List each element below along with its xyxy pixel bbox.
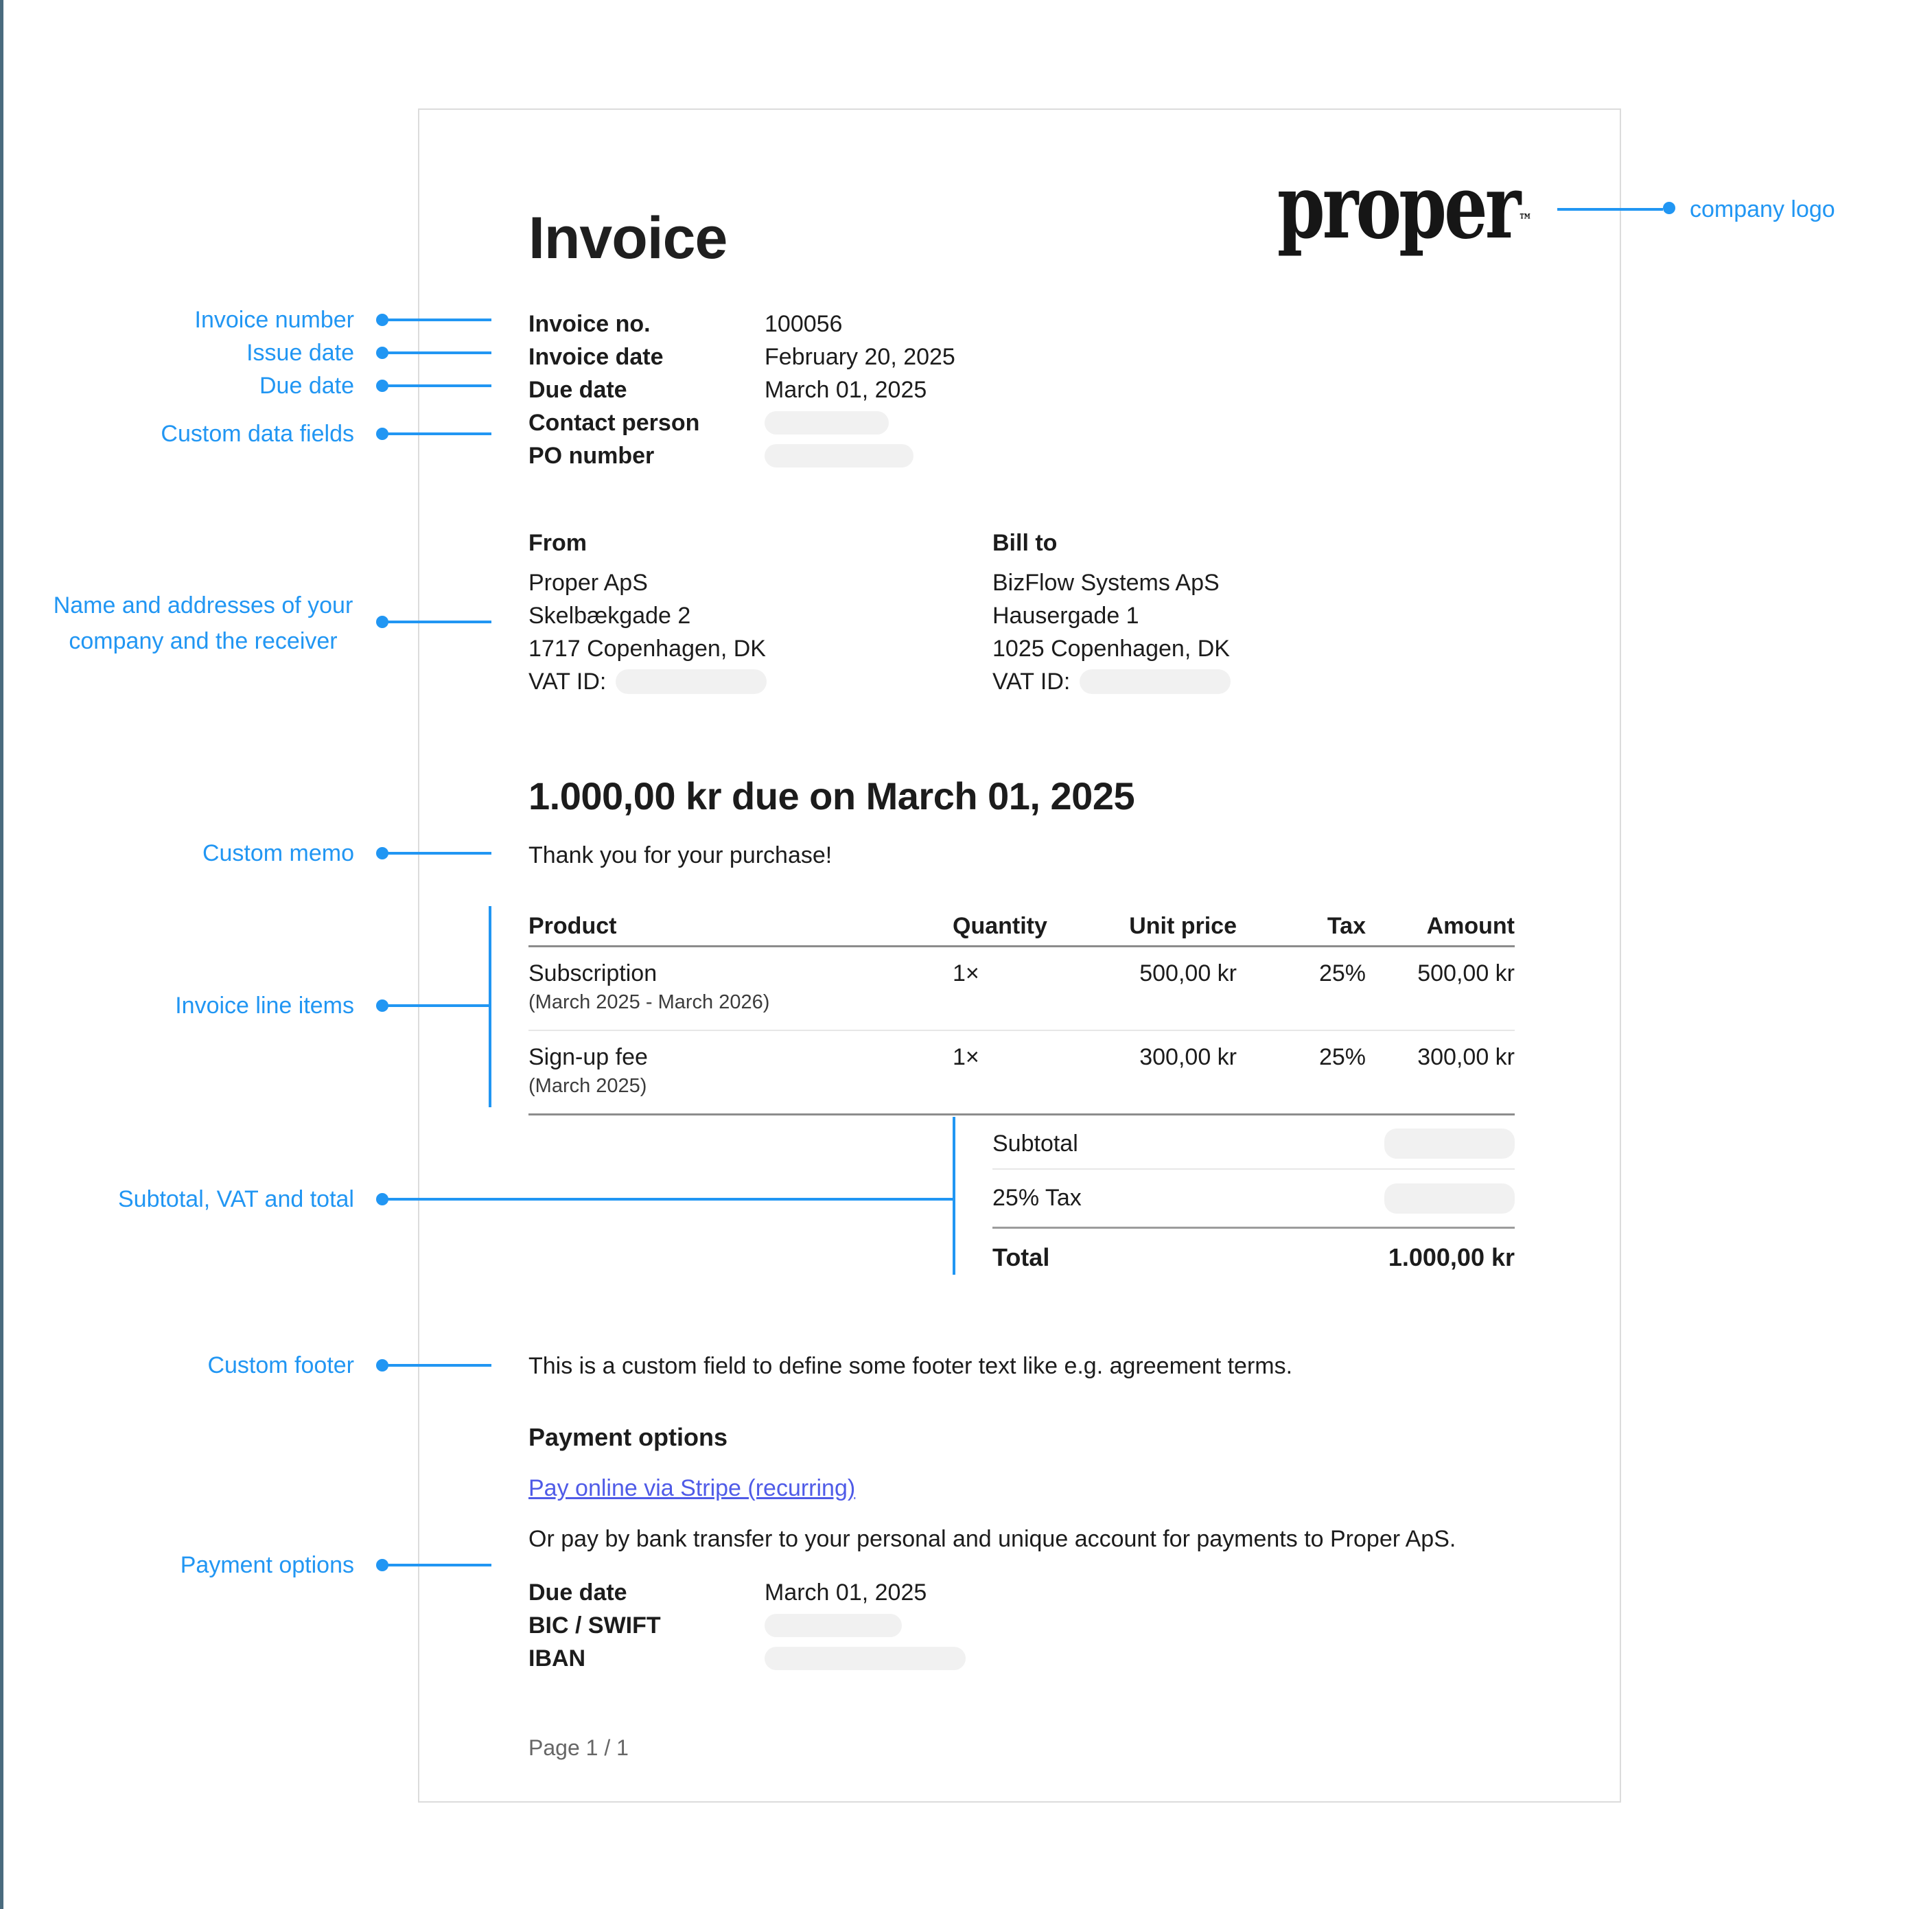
annotation-connector-line bbox=[382, 1564, 491, 1566]
line-items-table bbox=[528, 907, 1515, 1115]
invoice-meta bbox=[528, 308, 955, 472]
from-vat-label: VAT ID: bbox=[528, 668, 607, 695]
header-quantity: Quantity bbox=[953, 913, 1047, 939]
bill-to-vat-label: VAT ID: bbox=[992, 668, 1071, 695]
bill-to-vat-redacted-value bbox=[1080, 669, 1231, 694]
quantity-value: 1× bbox=[953, 960, 979, 986]
from-company-name: Proper ApS bbox=[528, 570, 648, 596]
bank-transfer-text: Or pay by bank transfer to your personal and unique account for payments to Proper ApS. bbox=[528, 1526, 1456, 1552]
totals-block bbox=[992, 1119, 1515, 1286]
tax-value: 25% bbox=[1318, 1044, 1366, 1070]
payment-options-heading: Payment options bbox=[528, 1423, 728, 1451]
payment-due-date-value: March 01, 2025 bbox=[765, 1579, 927, 1606]
annotation-dot bbox=[1663, 202, 1675, 214]
iban-label: IBAN bbox=[528, 1645, 586, 1671]
annotation-connector-line bbox=[1557, 208, 1663, 211]
po-number-row bbox=[528, 439, 955, 472]
header-product: Product bbox=[528, 913, 617, 939]
line-items-header-row bbox=[528, 907, 1515, 947]
payment-due-date-label: Due date bbox=[528, 1579, 627, 1606]
bill-to-address-block bbox=[992, 527, 1231, 698]
quantity-value: 1× bbox=[953, 1044, 979, 1070]
bic-swift-label: BIC / SWIFT bbox=[528, 1612, 661, 1639]
annotation-connector-line bbox=[382, 351, 491, 354]
total-row bbox=[992, 1229, 1515, 1286]
trademark-symbol: ™ bbox=[1518, 211, 1533, 231]
unit-price-value: 500,00 kr bbox=[1139, 960, 1237, 986]
header-unit-price: Unit price bbox=[1129, 913, 1237, 939]
amount-value: 500,00 kr bbox=[1417, 960, 1515, 986]
subtotal-redacted-value bbox=[1384, 1129, 1515, 1159]
tax-label: 25% Tax bbox=[992, 1185, 1082, 1211]
annotation-name-addresses bbox=[45, 588, 361, 659]
payment-due-date-row bbox=[528, 1576, 966, 1609]
due-date-row bbox=[528, 373, 955, 406]
tax-redacted-value bbox=[1384, 1183, 1515, 1214]
subtotal-label: Subtotal bbox=[992, 1130, 1078, 1157]
annotation-name-addresses-line2: company and the receiver bbox=[69, 628, 338, 654]
from-heading: From bbox=[528, 530, 587, 556]
product-name: Sign-up fee bbox=[528, 1044, 648, 1070]
annotation-invoice-number: Invoice number bbox=[194, 307, 354, 333]
annotation-connector-line bbox=[382, 1004, 491, 1007]
annotation-connector-line bbox=[382, 1198, 953, 1201]
invoice-title: Invoice bbox=[528, 205, 728, 271]
bic-swift-redacted-value bbox=[765, 1614, 902, 1637]
payment-details bbox=[528, 1576, 966, 1675]
contact-person-row bbox=[528, 406, 955, 439]
due-date-value: March 01, 2025 bbox=[765, 376, 927, 403]
bill-to-heading: Bill to bbox=[992, 530, 1058, 556]
bill-to-vat-row bbox=[992, 665, 1231, 698]
unit-price-value: 300,00 kr bbox=[1139, 1044, 1237, 1070]
annotation-subtotal-vat-total: Subtotal, VAT and total bbox=[117, 1186, 354, 1212]
total-label: Total bbox=[992, 1243, 1050, 1271]
po-number-label: PO number bbox=[528, 442, 655, 469]
annotation-connector-line bbox=[382, 384, 491, 387]
header-amount: Amount bbox=[1426, 913, 1515, 939]
annotation-custom-footer: Custom footer bbox=[207, 1352, 354, 1378]
annotation-connector-line bbox=[382, 852, 491, 855]
annotation-connector-line bbox=[382, 1364, 491, 1367]
invoice-date-label: Invoice date bbox=[528, 343, 664, 370]
contact-person-redacted-value bbox=[765, 411, 889, 435]
bill-to-city: 1025 Copenhagen, DK bbox=[992, 636, 1230, 662]
contact-person-label: Contact person bbox=[528, 409, 700, 436]
total-value: 1.000,00 kr bbox=[1388, 1243, 1515, 1271]
from-address-block bbox=[528, 527, 767, 698]
from-city: 1717 Copenhagen, DK bbox=[528, 636, 766, 662]
annotation-due-date: Due date bbox=[259, 373, 354, 399]
po-number-redacted-value bbox=[765, 444, 913, 467]
bill-to-street: Hausergade 1 bbox=[992, 603, 1139, 629]
annotation-payment-options: Payment options bbox=[180, 1552, 354, 1578]
annotation-connector-line bbox=[382, 621, 491, 623]
annotation-bracket-totals bbox=[953, 1117, 955, 1275]
invoice-date-row bbox=[528, 340, 955, 373]
due-date-label: Due date bbox=[528, 376, 627, 403]
subtotal-row bbox=[992, 1119, 1515, 1170]
annotation-company-logo: company logo bbox=[1690, 196, 1835, 222]
annotation-connector-line bbox=[382, 432, 491, 435]
annotation-connector-line bbox=[382, 319, 491, 321]
company-logo bbox=[1277, 156, 1533, 259]
stripe-payment-link[interactable]: Pay online via Stripe (recurring) bbox=[528, 1475, 856, 1501]
custom-footer-text: This is a custom field to define some footer text like e.g. agreement terms. bbox=[528, 1353, 1293, 1379]
screen-edge-strip bbox=[0, 0, 3, 1909]
from-vat-redacted-value bbox=[616, 669, 767, 694]
invoice-number-value: 100056 bbox=[765, 310, 843, 337]
amount-value: 300,00 kr bbox=[1417, 1044, 1515, 1070]
table-row-subscription bbox=[528, 947, 1515, 1031]
iban-redacted-value bbox=[765, 1647, 966, 1670]
page-indicator: Page 1 / 1 bbox=[528, 1735, 629, 1760]
invoice-number-row bbox=[528, 308, 955, 340]
annotation-custom-memo: Custom memo bbox=[202, 840, 354, 866]
bic-swift-row bbox=[528, 1609, 966, 1642]
invoice-date-value: February 20, 2025 bbox=[765, 343, 955, 370]
annotation-invoice-line-items: Invoice line items bbox=[175, 993, 354, 1019]
annotation-issue-date: Issue date bbox=[246, 340, 354, 366]
invoice-document bbox=[418, 108, 1621, 1803]
custom-memo-text: Thank you for your purchase! bbox=[528, 842, 833, 868]
product-period: (March 2025 - March 2026) bbox=[528, 991, 770, 1013]
from-vat-row bbox=[528, 665, 767, 698]
from-street: Skelbækgade 2 bbox=[528, 603, 691, 629]
header-tax: Tax bbox=[1327, 913, 1366, 939]
table-row-signup-fee bbox=[528, 1031, 1515, 1115]
tax-row bbox=[992, 1170, 1515, 1229]
annotation-name-addresses-line1: Name and addresses of your bbox=[53, 592, 353, 618]
product-name: Subscription bbox=[528, 960, 657, 986]
tax-value: 25% bbox=[1318, 960, 1366, 986]
iban-row bbox=[528, 1642, 966, 1675]
annotation-bracket-line-items bbox=[489, 906, 491, 1107]
company-logo-text: proper bbox=[1277, 156, 1519, 259]
bill-to-company-name: BizFlow Systems ApS bbox=[992, 570, 1220, 596]
annotation-custom-data-fields: Custom data fields bbox=[161, 421, 354, 447]
invoice-number-label: Invoice no. bbox=[528, 310, 651, 337]
product-period: (March 2025) bbox=[528, 1075, 647, 1097]
product-cell bbox=[528, 958, 953, 1016]
product-cell bbox=[528, 1042, 953, 1100]
amount-due-heading: 1.000,00 kr due on March 01, 2025 bbox=[528, 774, 1135, 818]
